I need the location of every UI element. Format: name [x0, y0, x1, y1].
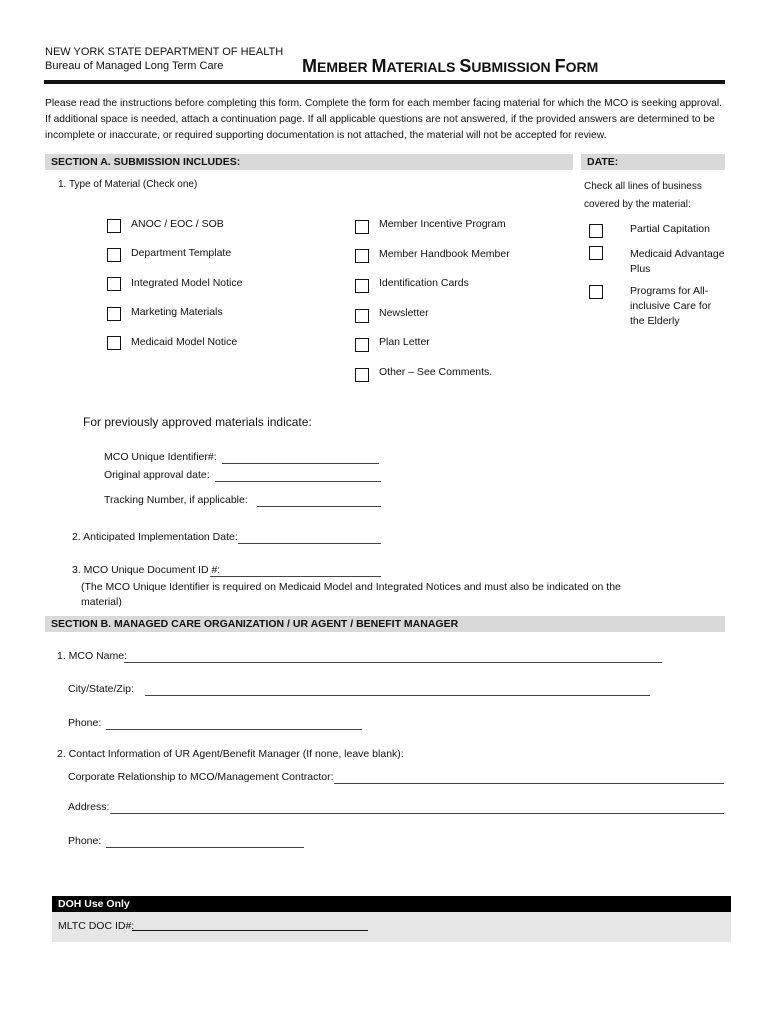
form-title: [302, 56, 598, 77]
original-date-field[interactable]: [215, 471, 381, 482]
checkbox-id-cards[interactable]: [355, 279, 369, 293]
phone-field[interactable]: [106, 719, 362, 730]
city-label: City/State/Zip:: [68, 683, 134, 695]
section-a-title: SECTION A. SUBMISSION INCLUDES:: [51, 156, 241, 168]
date-header: [581, 154, 725, 170]
checkbox-medicaid-advantage-plus[interactable]: [589, 246, 603, 260]
mco-uid-field[interactable]: [222, 453, 379, 464]
doh-title: DOH Use Only: [58, 898, 130, 910]
label-department-template: Department Template: [131, 247, 232, 259]
address-field[interactable]: [110, 803, 724, 814]
label-id-cards: Identification Cards: [379, 277, 469, 289]
title-p4-big: F: [554, 56, 566, 76]
label-medicaid-advantage-plus: Medicaid Advantage Plus: [630, 248, 725, 275]
checkbox-member-incentive[interactable]: [355, 220, 369, 234]
agency-header: [45, 45, 283, 73]
title-p2-big: M: [371, 56, 387, 76]
label-marketing-materials: Marketing Materials: [131, 306, 223, 318]
label-anoc: ANOC / EOC / SOB: [131, 218, 224, 230]
section-b-title: SECTION B. MANAGED CARE ORGANIZATION / UR AGENT / BENEFIT MANAGER: [51, 618, 459, 630]
original-date-label: Original approval date:: [104, 469, 210, 481]
instructions-text: Please read the instructions before completing this form. Complete the form for each member facing material for which the MCO is seeking approval. If additional space is needed, attach a continuation page. If all applicable questions are not answered, if the provided answers are determined to be incomplete or inaccurate, or required supporting documentation is not attached, the material will not be accepted for review.: [45, 98, 723, 141]
title-p3-big: S: [459, 56, 472, 76]
label-plan-letter: Plan Letter: [379, 336, 430, 348]
title-p1-small: EMBER: [317, 59, 372, 75]
label-member-incentive: Member Incentive Program: [379, 218, 506, 230]
previously-approved-heading: For previously approved materials indicate:: [83, 415, 312, 429]
checkbox-pace[interactable]: [589, 285, 603, 299]
phone2-field[interactable]: [106, 837, 304, 848]
section-a-header: [45, 154, 573, 170]
contact-info-label: 2. Contact Information of UR Agent/Benefit Manager (If none, leave blank):: [57, 748, 404, 760]
business-note: Check all lines of business covered by the material:: [584, 181, 702, 210]
phone-label: Phone:: [68, 717, 102, 729]
title-p4-small: ORM: [565, 59, 599, 75]
checkbox-partial-capitation[interactable]: [589, 224, 603, 238]
label-other: Other – See Comments.: [379, 366, 493, 378]
corp-relationship-label: Corporate Relationship to MCO/Management Contractor:: [68, 771, 334, 783]
label-integrated-model-notice: Integrated Model Notice: [131, 277, 243, 289]
date-label: DATE:: [587, 156, 619, 168]
tracking-field[interactable]: [257, 496, 381, 507]
checkbox-plan-letter[interactable]: [355, 338, 369, 352]
checkbox-marketing-materials[interactable]: [107, 307, 121, 321]
agency-name: NEW YORK STATE DEPARTMENT OF HEALTH: [45, 46, 284, 58]
mltc-doc-id-field[interactable]: [132, 930, 368, 931]
label-medicaid-model-notice: Medicaid Model Notice: [131, 336, 238, 348]
document-id-note: (The MCO Unique Identifier is required on Medicaid Model and Integrated Notices and must also be indicated on the material): [81, 581, 621, 608]
phone2-label: Phone:: [68, 835, 102, 847]
label-member-handbook: Member Handbook Member: [379, 248, 510, 260]
doh-use-only-box: [52, 912, 731, 942]
title-p3-small: UBMISSION: [471, 59, 555, 75]
bureau-name: Bureau of Managed Long Term Care: [45, 60, 224, 72]
label-pace: Programs for All-inclusive Care for the Elderly: [630, 285, 712, 327]
q1-label: 1. Type of Material (Check one): [58, 179, 198, 190]
document-id-label: 3. MCO Unique Document ID #:: [72, 564, 221, 576]
corp-relationship-field[interactable]: [334, 773, 724, 784]
title-p2-small: ATERIALS: [386, 59, 460, 75]
tracking-label: Tracking Number, if applicable:: [104, 494, 248, 506]
mco-uid-label: MCO Unique Identifier#:: [104, 451, 217, 463]
checkbox-newsletter[interactable]: [355, 309, 369, 323]
document-id-field[interactable]: [210, 566, 381, 577]
mltc-doc-id-label: MLTC DOC ID#:: [58, 920, 135, 932]
checkbox-anoc[interactable]: [107, 219, 121, 233]
label-partial-capitation: Partial Capitation: [630, 223, 710, 235]
label-newsletter: Newsletter: [379, 307, 429, 319]
checkbox-integrated-model-notice[interactable]: [107, 277, 121, 291]
mco-name-label: 1. MCO Name:: [57, 650, 128, 662]
mco-name-field[interactable]: [124, 652, 662, 663]
checkbox-department-template[interactable]: [107, 248, 121, 262]
section-b-header: [45, 616, 725, 632]
implementation-date-field[interactable]: [238, 533, 381, 544]
doh-use-only-header: [52, 896, 731, 912]
checkbox-medicaid-model-notice[interactable]: [107, 336, 121, 350]
address-label: Address:: [68, 801, 110, 813]
checkbox-member-handbook[interactable]: [355, 249, 369, 263]
implementation-date-label: 2. Anticipated Implementation Date:: [72, 531, 238, 543]
checkbox-other[interactable]: [355, 368, 369, 382]
title-p1-big: M: [302, 56, 317, 76]
city-field[interactable]: [145, 685, 650, 696]
header-rule: [44, 80, 725, 84]
